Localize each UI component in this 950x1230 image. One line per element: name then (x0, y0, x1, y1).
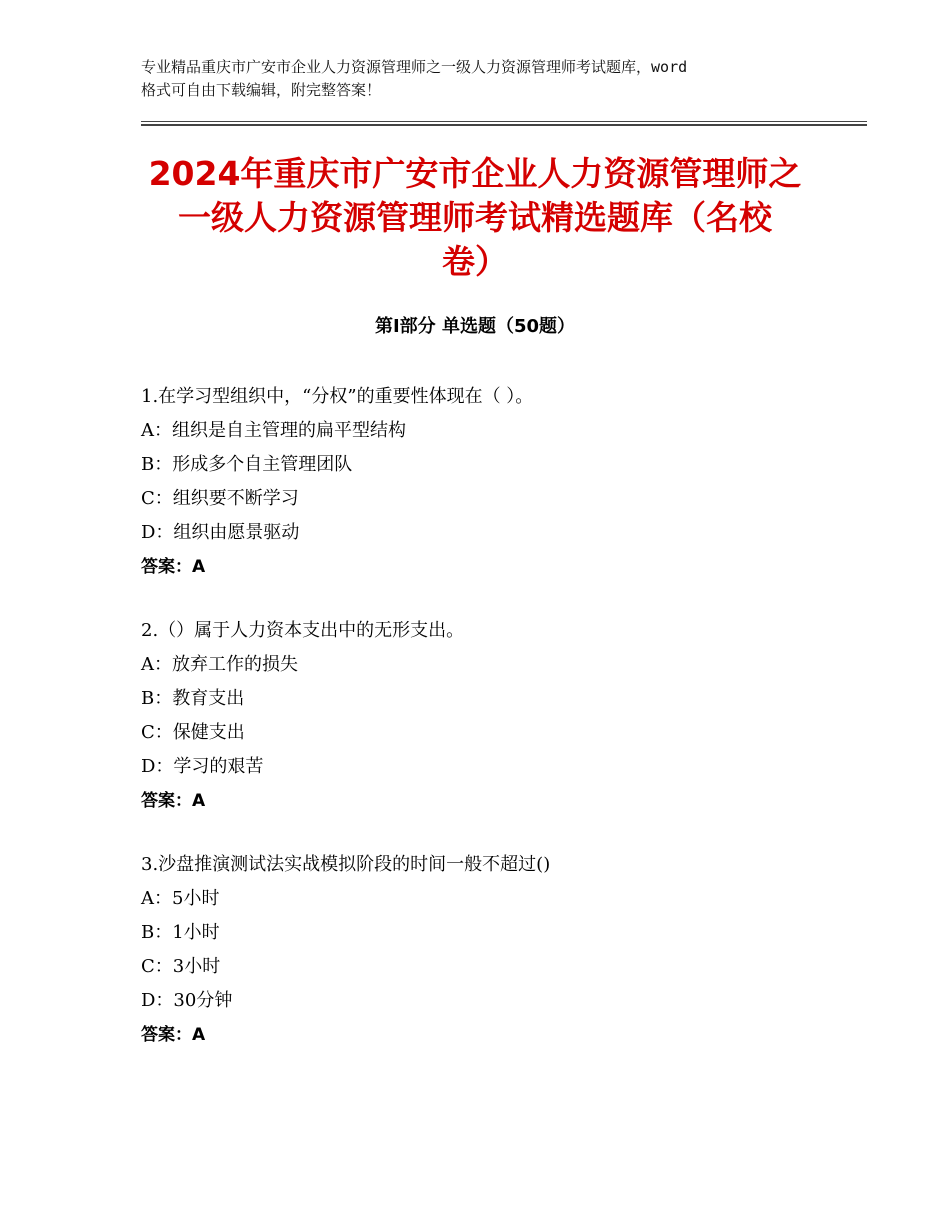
question-stem: 3.沙盘推演测试法实战模拟阶段的时间一般不超过() (141, 854, 551, 875)
answer-label: 答案：A (141, 791, 206, 811)
option-d: D：学习的艰苦 (141, 756, 264, 777)
document-title-line-3: 卷） (442, 242, 508, 281)
option-b: B：教育支出 (141, 688, 245, 709)
document-title (130, 152, 820, 284)
option-a: A：组织是自主管理的扁平型结构 (141, 420, 406, 441)
header-divider (141, 121, 867, 126)
answer-label: 答案：A (141, 1025, 206, 1045)
question-3 (141, 848, 841, 1052)
question-list (141, 380, 841, 1082)
question-stem: 1.在学习型组织中，“分权”的重要性体现在（ ）。 (141, 386, 534, 407)
option-c: C：保健支出 (141, 722, 245, 743)
option-c: C：3小时 (141, 956, 221, 977)
document-title-line-2: 一级人力资源管理师考试精选题库（名校 (178, 198, 772, 237)
header-note-line-1: 专业精品重庆市广安市企业人力资源管理师之一级人力资源管理师考试题库，word (141, 58, 688, 76)
header-note (141, 56, 841, 102)
option-a: A：放弃工作的损失 (141, 654, 298, 675)
question-1 (141, 380, 841, 584)
option-a: A：5小时 (141, 888, 220, 909)
option-c: C：组织要不断学习 (141, 488, 299, 509)
answer-label: 答案：A (141, 557, 206, 577)
option-b: B：1小时 (141, 922, 220, 943)
question-stem: 2.（）属于人力资本支出中的无形支出。 (141, 620, 465, 641)
header-note-line-2: 格式可自由下载编辑，附完整答案！ (141, 81, 382, 99)
document-title-line-1: 2024年重庆市广安市企业人力资源管理师之 (148, 154, 802, 193)
option-d: D：组织由愿景驱动 (141, 522, 300, 543)
section-title: 第Ⅰ部分 单选题（50题） (374, 316, 575, 337)
option-d: D：30分钟 (141, 990, 233, 1011)
question-2 (141, 614, 841, 818)
option-b: B：形成多个自主管理团队 (141, 454, 353, 475)
